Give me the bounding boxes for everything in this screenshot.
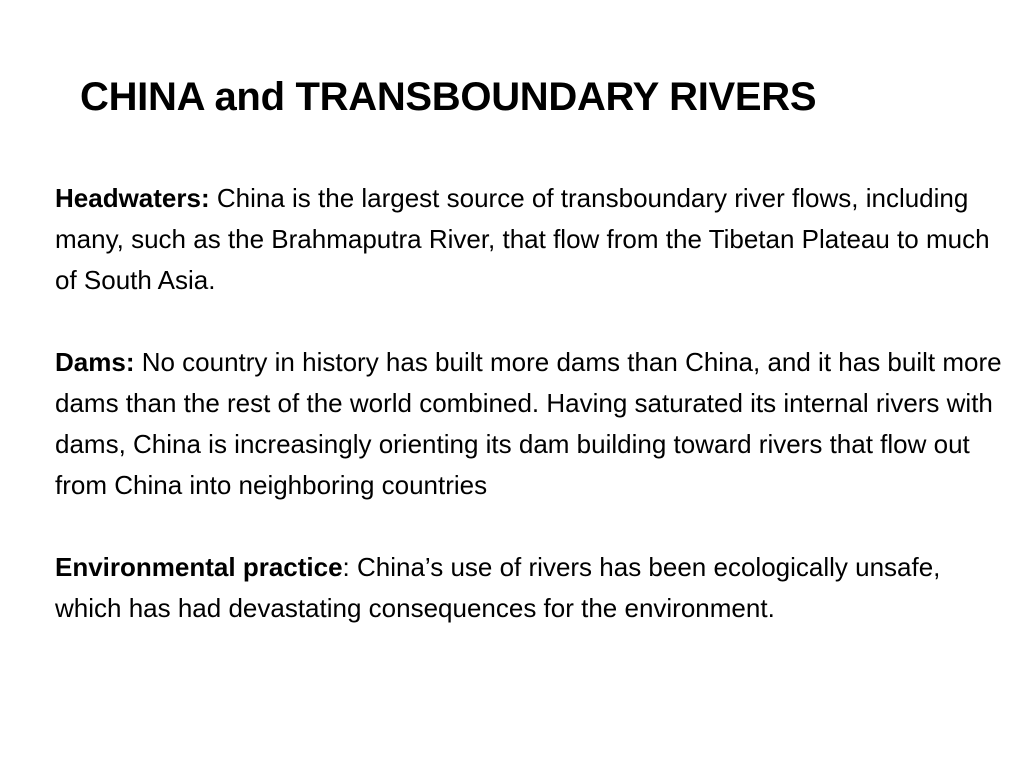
dams-label: Dams: <box>55 347 135 377</box>
environmental-practice-text: : China’s use of rivers has been ecologically unsafe, which has had devastating consequences for the environment. <box>55 552 941 623</box>
headwaters-text: China is the largest source of transboundary river flows, including many, such as the Brahmaputra River, that flow from the Tibetan Plateau to much of South Asia. <box>55 183 990 295</box>
paragraph-dams <box>55 342 1010 506</box>
environmental-practice-label: Environmental practice <box>55 552 343 582</box>
paragraph-headwaters <box>55 178 1010 301</box>
headwaters-label: Headwaters: <box>55 183 210 213</box>
slide-title: CHINA and TRANSBOUNDARY RIVERS <box>80 75 817 119</box>
dams-text: No country in history has built more dams than China, and it has built more dams than the rest of the world combined. Having saturated its internal rivers with dams, China is increasingly orienting its dam building toward rivers that flow out from China into neighboring countries <box>55 347 1002 500</box>
paragraph-environmental-practice <box>55 547 1010 629</box>
slide-body <box>55 178 1010 629</box>
